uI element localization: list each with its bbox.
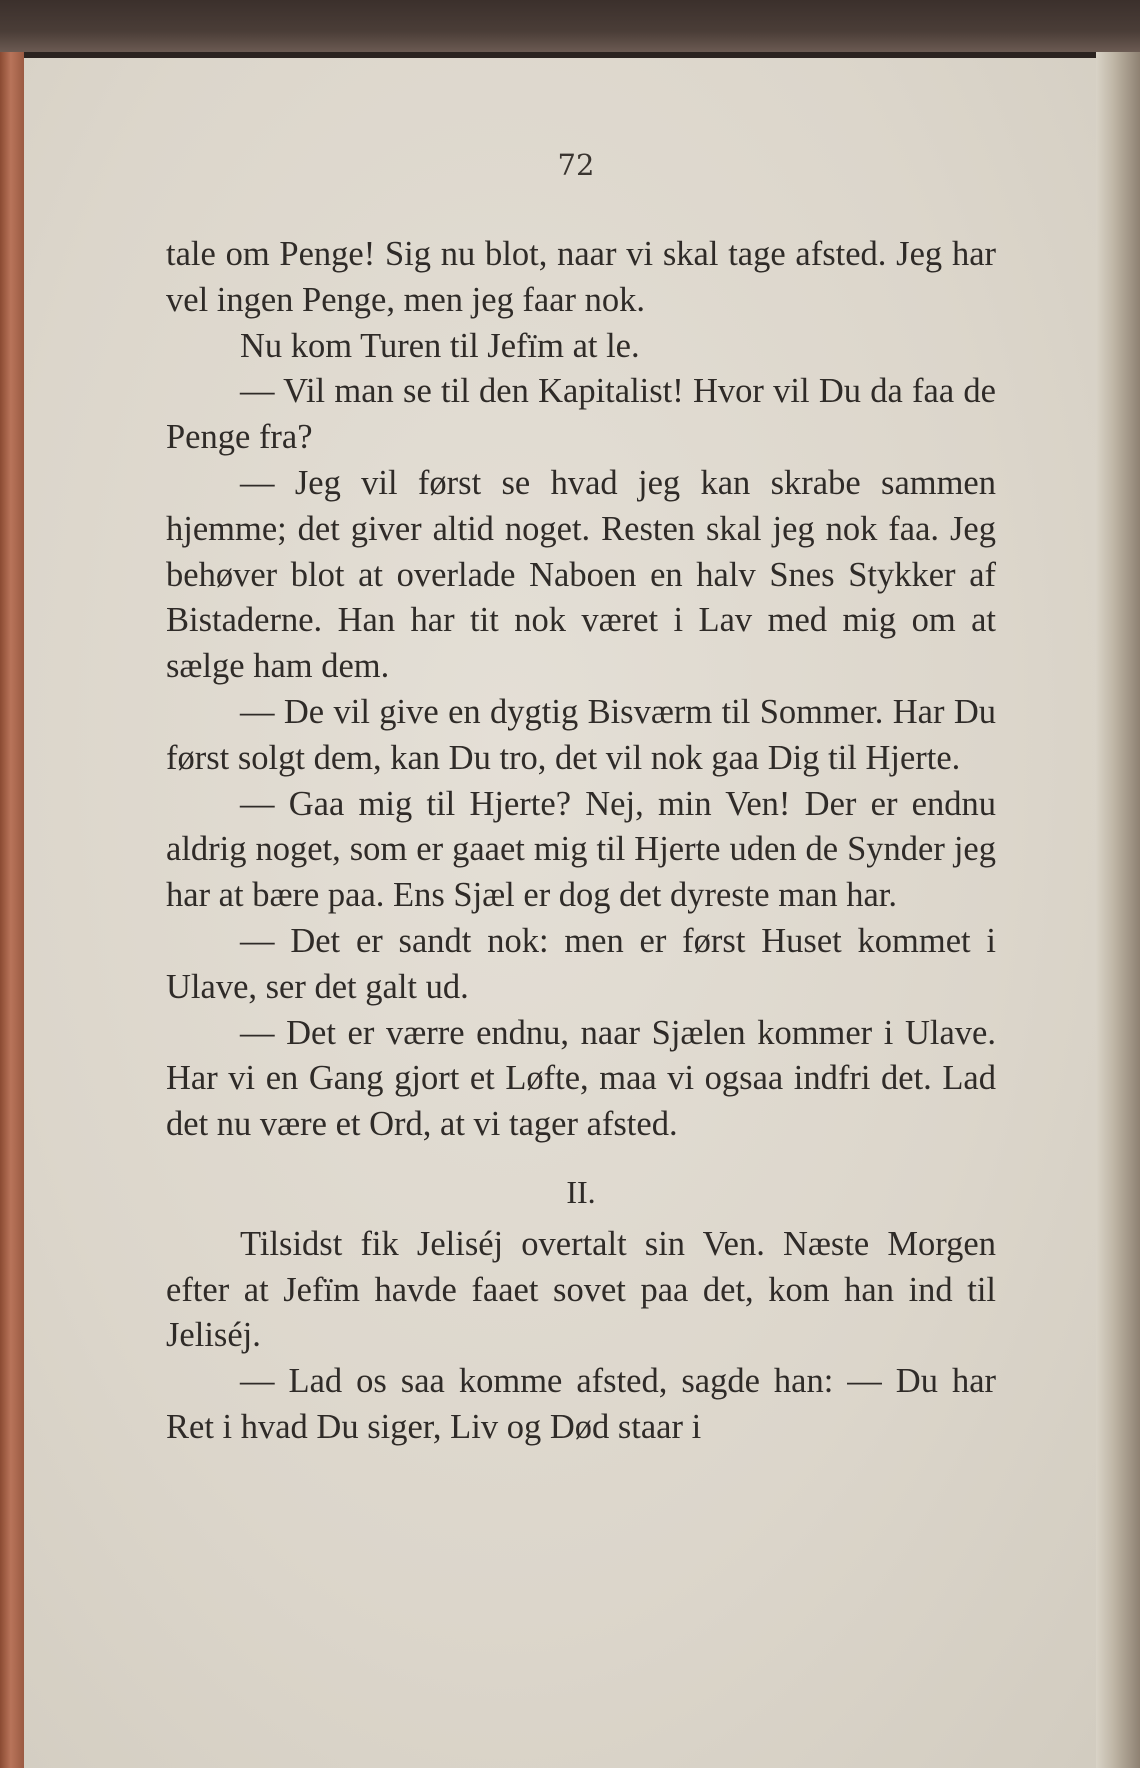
body-text [166, 232, 996, 1451]
book-cover-left-edge [0, 52, 24, 1768]
paragraph: — Vil man se til den Kapitalist! Hvor vil Du da faa de Penge fra? [166, 372, 996, 457]
paragraph: — Lad os saa komme afsted, sagde han: — Du har Ret i hvad Du siger, Liv og Død staar i [166, 1362, 996, 1446]
paragraph: — Jeg vil først se hvad jeg kan skrabe sammen hjemme; det giver altid noget. Resten skal jeg nok faa. Jeg behøver blot at overlade Naboen en halv Snes Stykker af Bistaderne. Han har tit nok været i Lav med mig om at sælge ham dem. [166, 463, 996, 686]
paragraph: — Det er sandt nok: men er først Huset kommet i Ulave, ser det galt ud. [166, 921, 996, 1006]
paragraph: — De vil give en dygtig Bisværm til Sommer. Har Du først solgt dem, kan Du tro, det vil nok gaa Dig til Hjerte. [166, 692, 996, 777]
page-number: 72 [557, 148, 595, 182]
paragraph: — Det er værre endnu, naar Sjælen kommer i Ulave. Har vi en Gang gjort et Løfte, maa vi ogsaa indfri det. Lad det nu være et Ord, at vi tager afsted. [166, 1013, 996, 1144]
paragraph: Tilsidst fik Jeliséj overtalt sin Ven. Næste Morgen efter at Jefïm havde faaet sovet paa det, kom han ind til Jeliséj. [166, 1224, 996, 1355]
book-page-stack-edge [1096, 52, 1140, 1768]
section-heading: II. [566, 1173, 596, 1210]
book-top-edge [0, 0, 1140, 52]
paragraph: Nu kom Turen til Jefïm at le. [240, 326, 640, 365]
paragraph: — Gaa mig til Hjerte? Nej, min Ven! Der er endnu aldrig noget, som er gaaet mig til Hjerte uden de Synder jeg har at bære paa. Ens Sjæl er dog det dyreste man har. [166, 784, 996, 915]
paragraph: tale om Penge! Sig nu blot, naar vi skal tage afsted. Jeg har vel ingen Penge, men jeg faar nok. [166, 235, 996, 319]
